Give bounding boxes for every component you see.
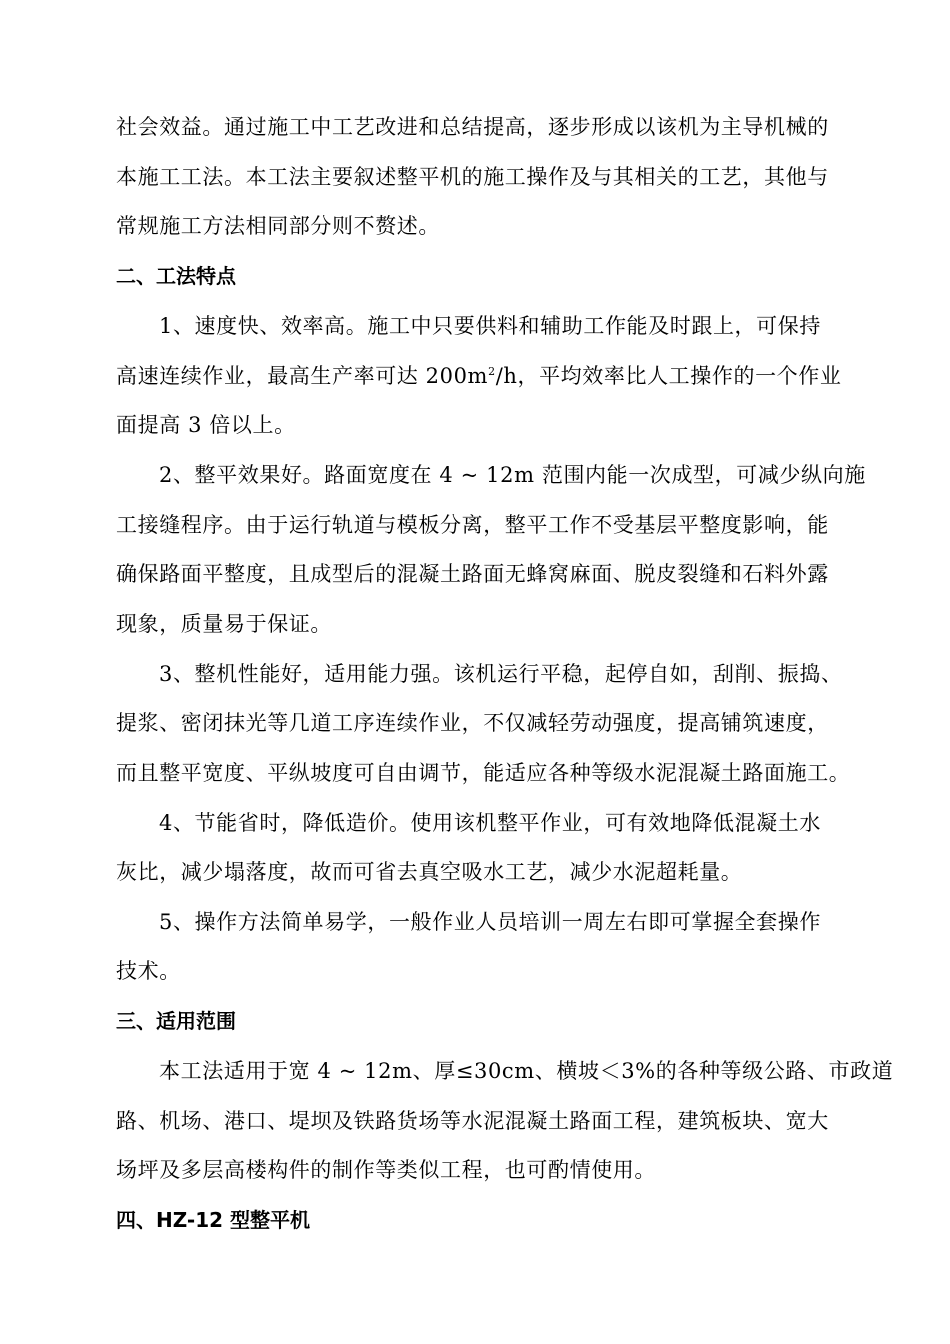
item-4-line-2: 灰比，减少塌落度，故而可省去真空吸水工艺，减少水泥超耗量。 xyxy=(116,860,743,884)
item-2-line-3: 确保路面平整度，且成型后的混凝土路面无蜂窝麻面、脱皮裂缝和石料外露 xyxy=(116,562,829,586)
intro-line-1: 社会效益。通过施工中工艺改进和总结提高，逐步形成以该机为主导机械的 xyxy=(116,115,829,139)
item-4-line-1: 4、节能省时，降低造价。使用该机整平作业，可有效地降低混凝土水 xyxy=(159,811,821,835)
section-3-line-2: 路、机场、港口、堤坝及铁路货场等水泥混凝土路面工程，建筑板块、宽大 xyxy=(116,1109,829,1133)
item-1-line-2: 高速连续作业，最高生产率可达 $200m^2/h$，平均效率比人工操作的一个作业 xyxy=(116,364,842,388)
item-5-line-1: 5、操作方法简单易学，一般作业人员培训一周左右即可掌握全套操作 xyxy=(159,910,821,934)
item-2-line-2: 工接缝程序。由于运行轨道与模板分离，整平工作不受基层平整度影响，能 xyxy=(116,513,829,537)
section-2-heading: 二、工法特点 xyxy=(116,264,236,288)
intro-line-3: 常规施工方法相同部分则不赘述。 xyxy=(116,214,440,238)
item-1-line-1: 1、速度快、效率高。施工中只要供料和辅助工作能及时跟上，可保持 xyxy=(159,314,821,338)
item-3-line-2: 提浆、密闭抹光等几道工序连续作业，不仅减轻劳动强度，提高铺筑速度， xyxy=(116,711,829,735)
section-4-heading: 四、HZ-12 型整平机 xyxy=(116,1208,310,1232)
item-3-line-1: 3、整机性能好，适用能力强。该机运行平稳，起停自如，刮削、振捣、 xyxy=(159,662,843,686)
item-2-line-1: 2、整平效果好。路面宽度在 4 ~ 12m 范围内能一次成型，可减少纵向施 xyxy=(159,463,866,487)
section-3-line-3: 场坪及多层高楼构件的制作等类似工程，也可酌情使用。 xyxy=(116,1158,656,1182)
superscript: 2 xyxy=(488,365,496,378)
item-1-line-3: 面提高 3 倍以上。 xyxy=(116,413,296,437)
item-5-line-2: 技术。 xyxy=(116,959,181,983)
item-3-line-3: 而且整平宽度、平纵坡度可自由调节，能适应各种等级水泥混凝土路面施工。 xyxy=(116,761,851,785)
intro-line-2: 本施工工法。本工法主要叙述整平机的施工操作及与其相关的工艺，其他与 xyxy=(116,165,829,189)
section-3-line-1: 本工法适用于宽 4 ~ 12m、厚≤30cm、横坡＜3%的各种等级公路、市政道 xyxy=(159,1059,894,1083)
section-3-heading: 三、适用范围 xyxy=(116,1009,236,1033)
item-2-line-4: 现象，质量易于保证。 xyxy=(116,612,332,636)
